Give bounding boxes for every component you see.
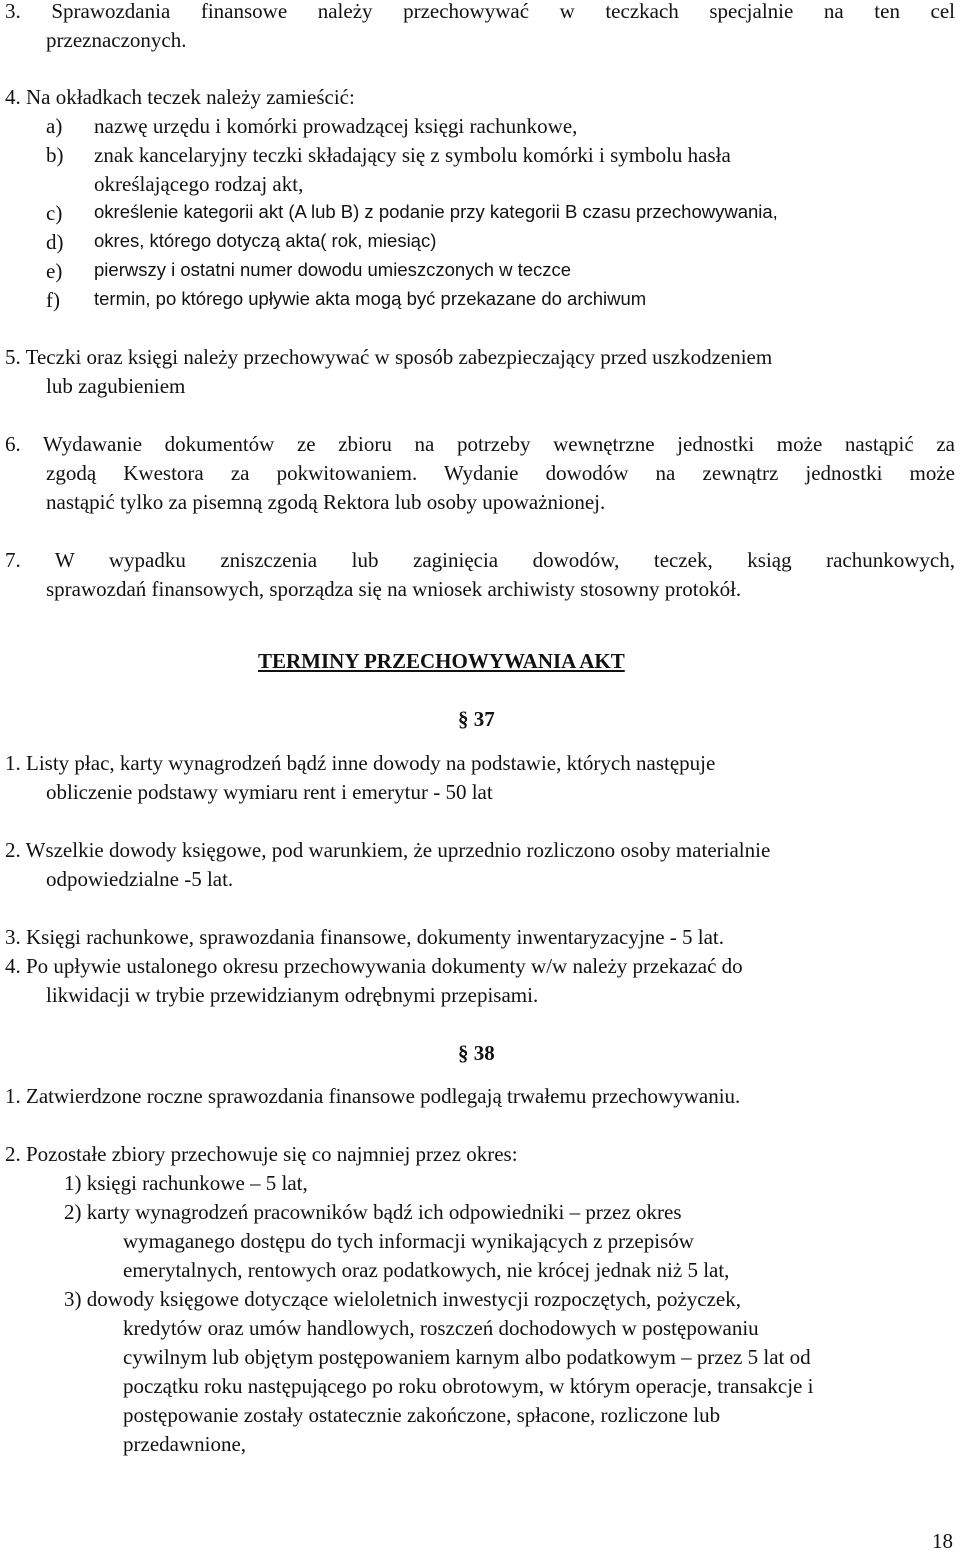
text-line: 1. Listy płac, karty wynagrodzeń bądź inne dowody na podstawie, których następuje bbox=[5, 751, 716, 775]
text-line: nazwę urzędu i komórki prowadzącej księgi rachunkowe, bbox=[94, 114, 578, 138]
text-line: postępowanie zostały ostatecznie zakończone, spłacone, rozliczone lub bbox=[123, 1403, 721, 1427]
text-line: 1) księgi rachunkowe – 5 lat, bbox=[64, 1171, 308, 1195]
text-line: 3. Sprawozdania finansowe należy przechowywać w teczkach specjalnie na ten cel bbox=[5, 0, 955, 23]
text-line: zgodą Kwestora za pokwitowaniem. Wydanie dowodów na zewnątrz jednostki może bbox=[46, 461, 955, 485]
text-line: 2. Wszelkie dowody księgowe, pod warunkiem, że uprzednio rozliczono osoby materialnie bbox=[5, 838, 771, 862]
text-line: sprawozdań finansowych, sporządza się na wniosek archiwisty stosowny protokół. bbox=[46, 577, 742, 601]
text-line: 3) dowody księgowe dotyczące wieloletnich inwestycji rozpoczętych, pożyczek, bbox=[64, 1287, 741, 1311]
text-line: cywilnym lub objętym postępowaniem karnym albo podatkowym – przez 5 lat od bbox=[123, 1345, 811, 1369]
text-line: 2) karty wynagrodzeń pracowników bądź ich odpowiedniki – przez okres bbox=[64, 1200, 682, 1224]
text-line: określającego rodzaj akt, bbox=[94, 172, 304, 196]
text-line: nastąpić tylko za pisemną zgodą Rektora lub osoby upoważnionej. bbox=[46, 490, 606, 514]
list-marker: a) bbox=[46, 114, 63, 138]
text-line: 3. Księgi rachunkowe, sprawozdania finansowe, dokumenty inwentaryzacyjne - 5 lat. bbox=[5, 925, 725, 949]
text-line: 4. Na okładkach teczek należy zamieścić: bbox=[5, 85, 355, 109]
list-marker: d) bbox=[46, 230, 64, 254]
section-heading: TERMINY PRZECHOWYWANIA AKT bbox=[258, 649, 625, 673]
text-line: 1. Zatwierdzone roczne sprawozdania finansowe podlegają trwałemu przechowywaniu. bbox=[5, 1084, 741, 1108]
list-marker: e) bbox=[46, 259, 63, 283]
text-line: przedawnione, bbox=[123, 1432, 247, 1456]
text-line: przeznaczonych. bbox=[46, 28, 187, 52]
paragraph-number: § 37 bbox=[458, 707, 495, 731]
text-line: pierwszy i ostatni numer dowodu umieszczonych w teczce bbox=[94, 259, 572, 280]
text-line: 4. Po upływie ustalonego okresu przechowywania dokumenty w/w należy przekazać do bbox=[5, 954, 743, 978]
list-marker: f) bbox=[46, 288, 60, 312]
text-line: 6. Wydawanie dokumentów ze zbioru na potrzeby wewnętrzne jednostki może nastąpić za bbox=[5, 432, 955, 456]
paragraph-number: § 38 bbox=[458, 1041, 495, 1065]
page-number: 18 bbox=[932, 1529, 953, 1553]
list-marker: b) bbox=[46, 143, 64, 167]
text-line: 5. Teczki oraz księgi należy przechowywać w sposób zabezpieczający przed uszkodzeniem bbox=[5, 345, 773, 369]
text-line: wymaganego dostępu do tych informacji wynikających z przepisów bbox=[123, 1229, 694, 1253]
text-line: emerytalnych, rentowych oraz podatkowych, nie krócej jednak niż 5 lat, bbox=[123, 1258, 730, 1282]
text-line: określenie kategorii akt (A lub B) z podanie przy kategorii B czasu przechowywania, bbox=[94, 201, 778, 222]
text-line: okres, którego dotyczą akta( rok, miesiąc) bbox=[94, 230, 437, 251]
text-line: odpowiedzialne -5 lat. bbox=[46, 867, 234, 891]
text-line: lub zagubieniem bbox=[46, 374, 186, 398]
text-line: 2. Pozostałe zbiory przechowuje się co najmniej przez okres: bbox=[5, 1142, 518, 1166]
text-line: likwidacji w trybie przewidzianym odrębnymi przepisami. bbox=[46, 983, 539, 1007]
text-line: znak kancelaryjny teczki składający się z symbolu komórki i symbolu hasła bbox=[94, 143, 731, 167]
list-marker: c) bbox=[46, 201, 63, 225]
text-line: obliczenie podstawy wymiaru rent i emerytur - 50 lat bbox=[46, 780, 493, 804]
text-line: termin, po którego upływie akta mogą być przekazane do archiwum bbox=[94, 288, 647, 309]
text-line: kredytów oraz umów handlowych, roszczeń dochodowych w postępowaniu bbox=[123, 1316, 759, 1340]
text-line: 7. W wypadku zniszczenia lub zaginięcia dowodów, teczek, ksiąg rachunkowych, bbox=[5, 548, 955, 572]
text-line: początku roku następującego po roku obrotowym, w którym operacje, transakcje i bbox=[123, 1374, 814, 1398]
